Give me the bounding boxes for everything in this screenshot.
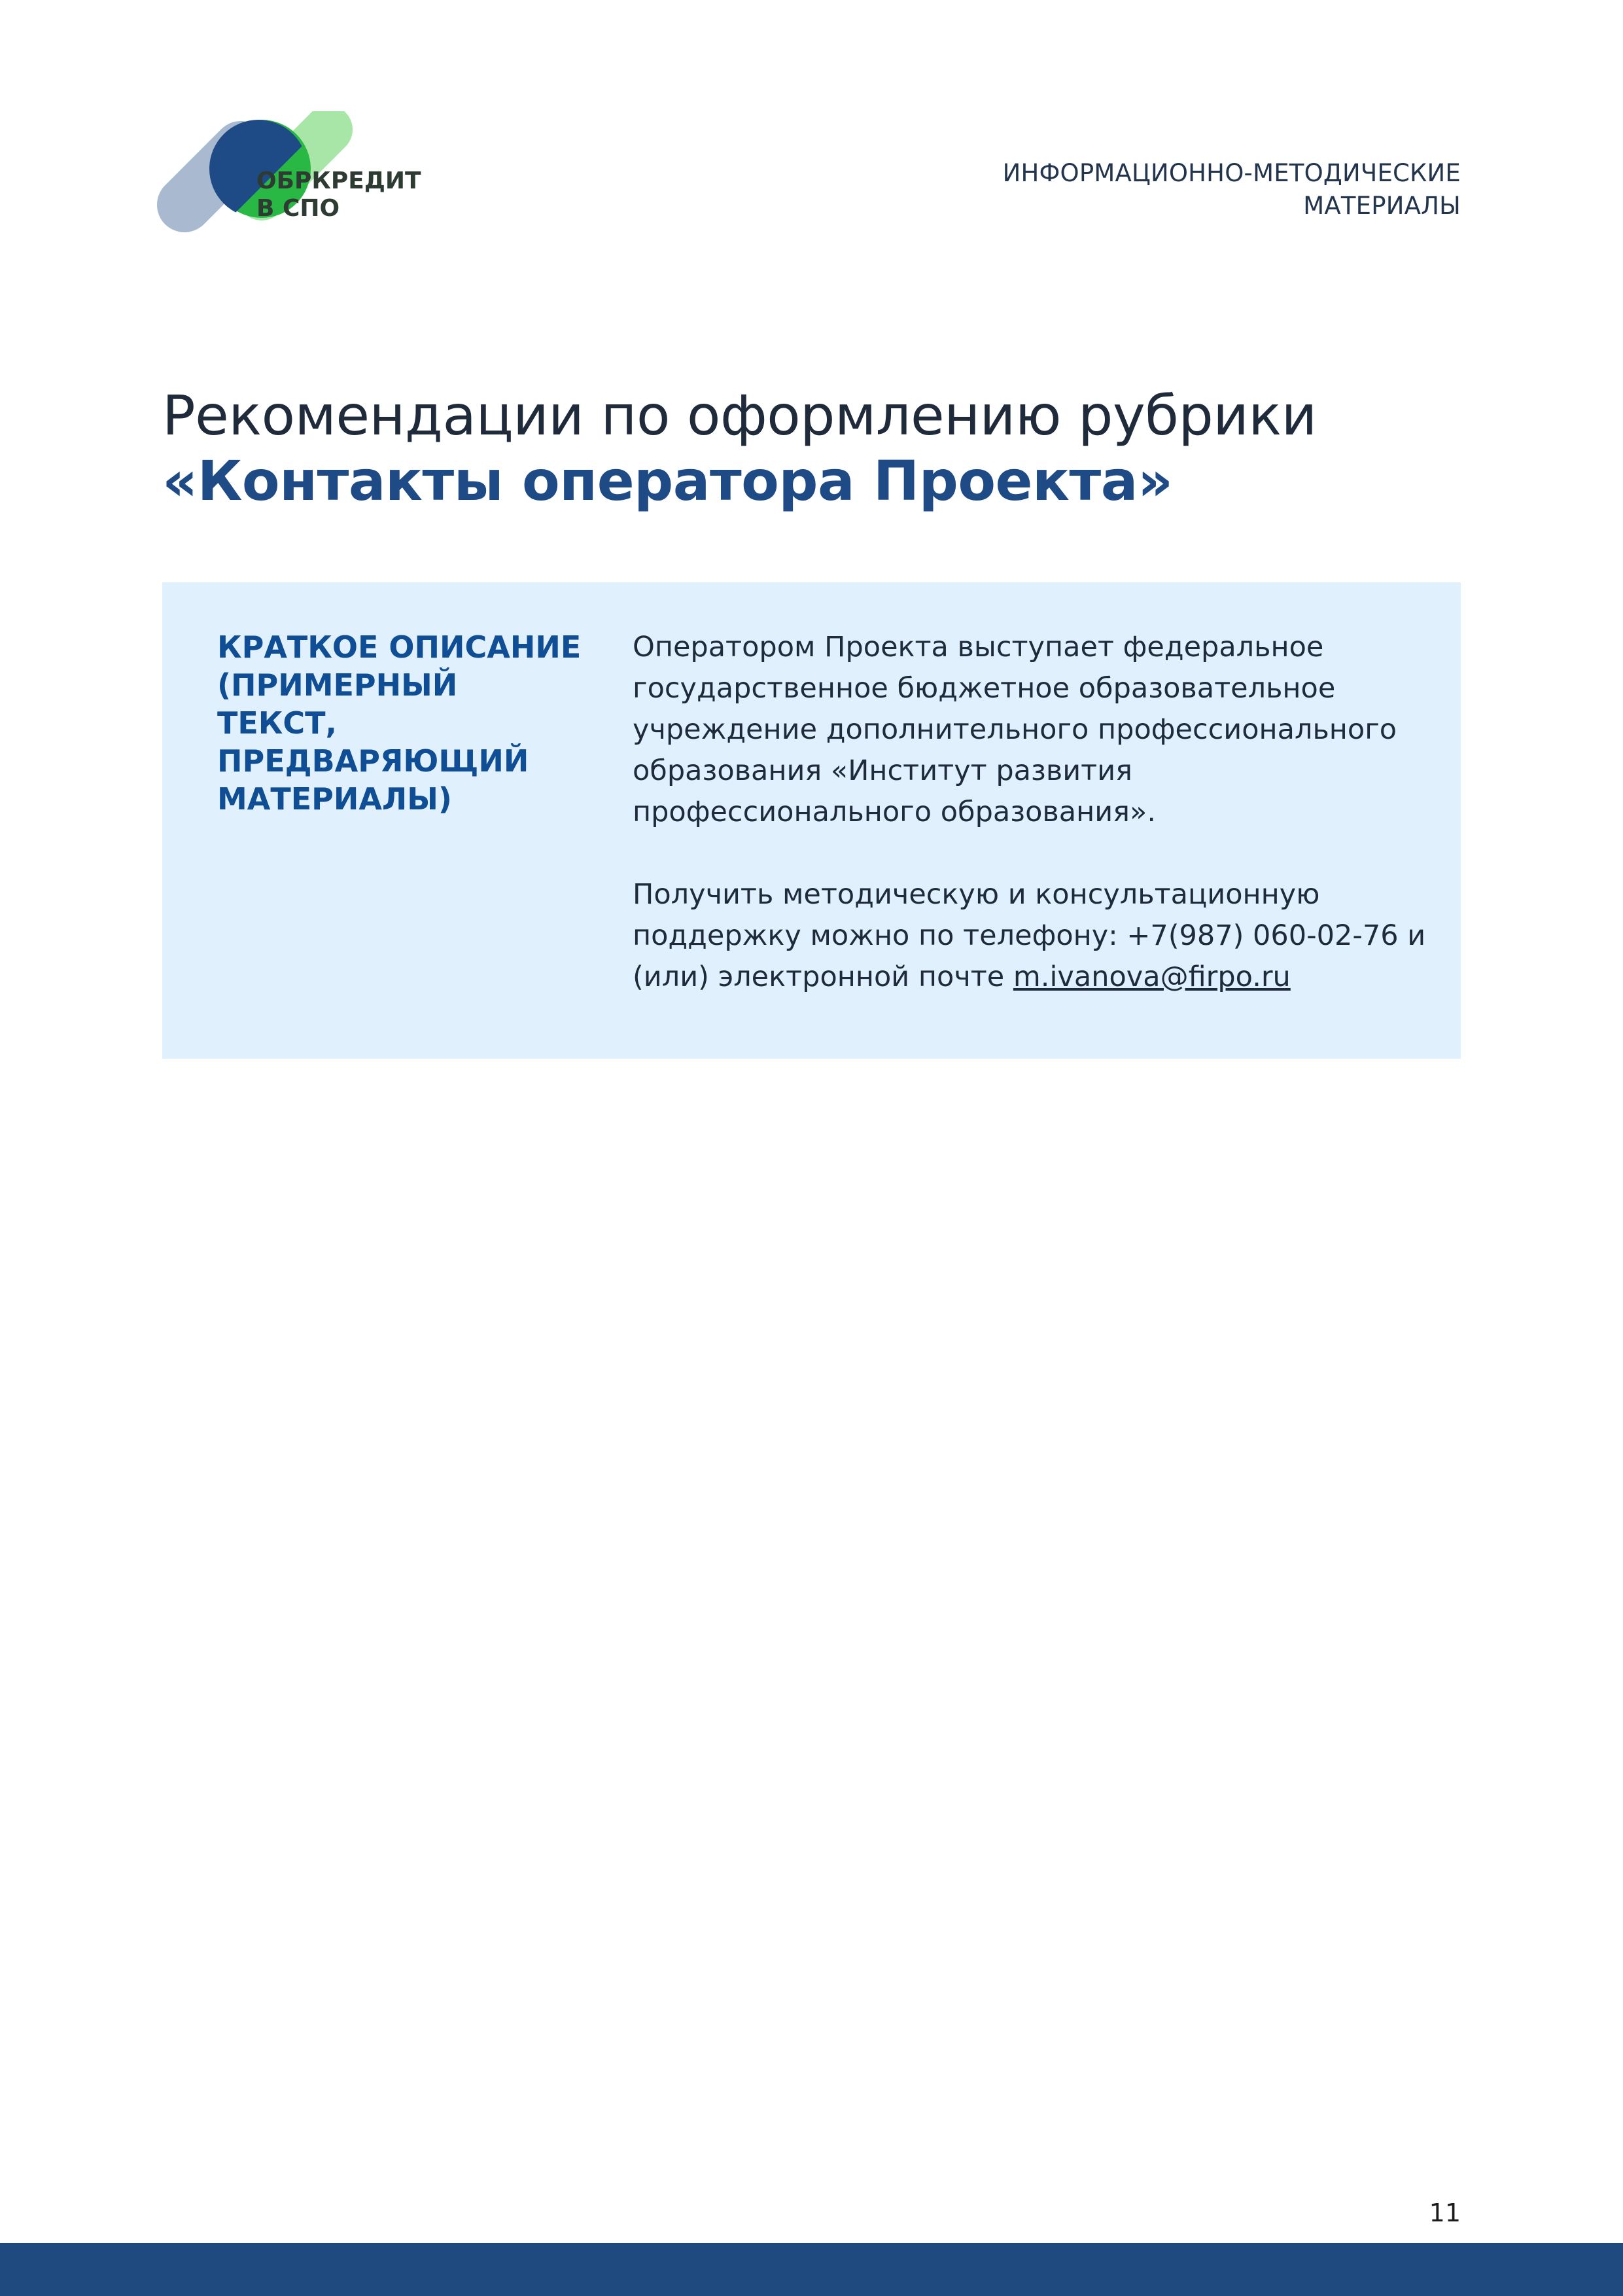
info-box-text	[633, 627, 1437, 998]
text-line: профессионального образования».	[633, 796, 1156, 828]
contact-paragraph	[633, 874, 1437, 998]
email-prefix: (или) электронной почте	[633, 961, 1013, 993]
header-label	[872, 157, 1461, 222]
info-box	[162, 582, 1461, 1059]
text-line: учреждение дополнительного профессионального	[633, 713, 1397, 746]
logo-graphic	[157, 111, 432, 236]
logo-text-line1: ОБРКРЕДИТ	[256, 168, 421, 194]
text-line: государственное бюджетное образовательное	[633, 672, 1336, 705]
page-title	[162, 383, 1471, 514]
text-line: Оператором Проекта выступает федеральное	[633, 631, 1324, 663]
page-title-line1: Рекомендации по оформлению рубрики	[162, 383, 1317, 448]
header-label-line2: МАТЕРИАЛЫ	[1303, 192, 1461, 220]
logo-text-line2: В СПО	[256, 195, 340, 222]
email-link[interactable]: m.ivanova@firpo.ru	[1013, 961, 1291, 993]
page-number: 11	[1429, 2199, 1461, 2227]
text-line: поддержку можно по телефону: +7(987) 060-02-76 и	[633, 919, 1426, 952]
text-line: образования «Институт развития	[633, 754, 1133, 787]
logo	[157, 111, 432, 236]
info-box-label-line: КРАТКОЕ ОПИСАНИЕ	[217, 629, 582, 665]
info-box-label-line: (ПРИМЕРНЫЙ ТЕКСТ,	[217, 667, 458, 741]
text-line	[633, 957, 1437, 998]
info-box-label	[217, 628, 584, 818]
page-title-line2: «Контакты оператора Проекта»	[162, 449, 1173, 513]
operator-paragraph	[633, 627, 1437, 833]
text-line: Получить методическую и консультационную	[633, 878, 1320, 911]
footer-bar	[0, 2243, 1623, 2296]
header-label-line1: ИНФОРМАЦИОННО-МЕТОДИЧЕСКИЕ	[1002, 159, 1461, 187]
info-box-label-line: МАТЕРИАЛЫ)	[217, 781, 452, 817]
info-box-label-line: ПРЕДВАРЯЮЩИЙ	[217, 743, 529, 779]
